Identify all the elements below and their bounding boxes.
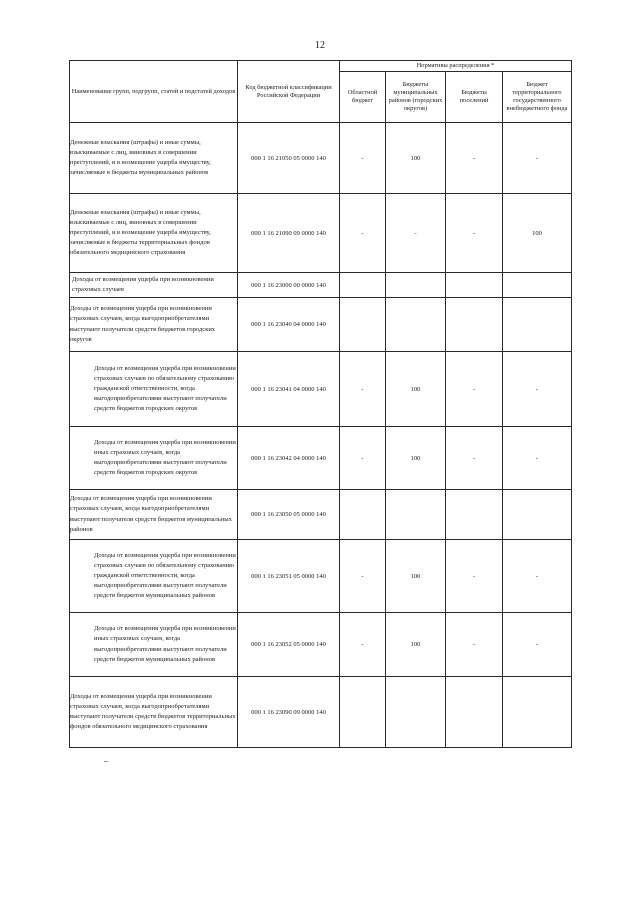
- table-row: [70, 352, 572, 427]
- budget-code: 000 1 16 23052 05 0000 140: [238, 613, 340, 677]
- tfoms-share: 100: [503, 194, 572, 273]
- income-name: Доходы от возмещения ущерба при возникновении страховых случаев по обязательному страхованию гражданской ответственности, когда выгодоприобретателями выступают получатели средств бюджетов муниципальных районов: [70, 540, 238, 613]
- budget-code: 000 1 16 23050 05 0000 140: [238, 490, 340, 540]
- tfoms-share: -: [503, 613, 572, 677]
- regional-share: -: [340, 194, 386, 273]
- municipal-share: 100: [386, 613, 446, 677]
- regional-share: -: [340, 427, 386, 490]
- settlement-share: -: [446, 194, 503, 273]
- header-income-name: Наименование групп, подгрупп, статей и подстатей доходов: [70, 61, 238, 123]
- tfoms-share: -: [503, 123, 572, 194]
- income-name: Денежные взыскания (штрафы) и иные суммы, взыскиваемые с лиц, виновных в совершении преступлений, и в возмещение ущерба имуществу, зачисляемые в бюджеты территориальных фондов обязательного медицинского страхования: [70, 194, 238, 273]
- settlement-share: -: [446, 613, 503, 677]
- tfoms-share: [503, 298, 572, 352]
- table-row: [70, 613, 572, 677]
- header-budget-code: Код бюджетной классификации Российской Федерации: [238, 61, 340, 123]
- settlement-share: -: [446, 540, 503, 613]
- income-name: Доходы от возмещения ущерба при возникновении страховых случаев, когда выгодоприобретателями выступают получатели средств бюджетов городских округов: [70, 298, 238, 352]
- settlement-share: -: [446, 352, 503, 427]
- municipal-share: [386, 273, 446, 298]
- settlement-share: -: [446, 427, 503, 490]
- tfoms-share: -: [503, 540, 572, 613]
- settlement-share: -: [446, 123, 503, 194]
- municipal-share: [386, 298, 446, 352]
- table-row: [70, 273, 572, 298]
- income-name: Доходы от возмещения ущерба при возникновении иных страховых случаев, когда выгодоприобретателями выступают получатели средств бюджетов муниципальных районов: [70, 613, 238, 677]
- tfoms-share: [503, 273, 572, 298]
- budget-code: 000 1 16 21050 05 0000 140: [238, 123, 340, 194]
- income-name: Доходы от возмещения ущерба при возникновении страховых случаев, когда выгодоприобретателями выступают получатели средств бюджетов муниципальных районов: [70, 490, 238, 540]
- tfoms-share: [503, 490, 572, 540]
- income-name: Доходы от возмещения ущерба при возникновении страховых случаев по обязательному страхованию гражданской ответственности, когда выгодоприобретателями выступают получатели средств бюджетов городских округов: [70, 352, 238, 427]
- settlement-share: [446, 298, 503, 352]
- income-name: Доходы от возмещения ущерба при возникновении иных страховых случаев, когда выгодоприобретателями выступают получатели средств бюджетов городских округов: [70, 427, 238, 490]
- budget-code: 000 1 16 23051 05 0000 140: [238, 540, 340, 613]
- income-name: Доходы от возмещения ущерба при возникновении страховых случаев: [70, 273, 238, 298]
- income-name: Денежные взыскания (штрафы) и иные суммы, взыскиваемые с лиц, виновных в совершении преступлений, и в возмещение ущерба имуществу, зачисляемые в бюджеты муниципальных районов: [70, 123, 238, 194]
- municipal-share: 100: [386, 123, 446, 194]
- settlement-share: [446, 677, 503, 748]
- table-row: [70, 123, 572, 194]
- municipal-share: 100: [386, 352, 446, 427]
- header-tfoms-budget: Бюджет территориального государственного внебюджетного фонда: [503, 72, 572, 123]
- tfoms-share: -: [503, 427, 572, 490]
- table-row: [70, 298, 572, 352]
- regional-share: -: [340, 613, 386, 677]
- header-municipal-budgets: Бюджеты муниципальных районов (городских округов): [386, 72, 446, 123]
- income-name: Доходы от возмещения ущерба при возникновении страховых случаев, когда выгодоприобретателями выступают получатели средств бюджетов территориальных фондов обязательного медицинского страхования: [70, 677, 238, 748]
- regional-share: [340, 298, 386, 352]
- tfoms-share: [503, 677, 572, 748]
- regional-share: -: [340, 352, 386, 427]
- footnote-mark: [104, 761, 108, 762]
- header-regional-budget: Областной бюджет: [340, 72, 386, 123]
- budget-code: 000 1 16 21090 09 0000 140: [238, 194, 340, 273]
- tfoms-share: -: [503, 352, 572, 427]
- table-row: [70, 677, 572, 748]
- municipal-share: [386, 677, 446, 748]
- budget-code: 000 1 16 23000 00 0000 140: [238, 273, 340, 298]
- settlement-share: [446, 490, 503, 540]
- distribution-table: [69, 60, 572, 748]
- regional-share: [340, 490, 386, 540]
- budget-code: 000 1 16 23090 09 0000 140: [238, 677, 340, 748]
- municipal-share: 100: [386, 540, 446, 613]
- regional-share: -: [340, 123, 386, 194]
- municipal-share: -: [386, 194, 446, 273]
- header-distribution-norms: Нормативы распределения *: [340, 61, 572, 72]
- budget-code: 000 1 16 23042 04 0000 140: [238, 427, 340, 490]
- settlement-share: [446, 273, 503, 298]
- budget-code: 000 1 16 23040 04 0000 140: [238, 298, 340, 352]
- header-settlement-budgets: Бюджеты поселений: [446, 72, 503, 123]
- regional-share: [340, 677, 386, 748]
- table-row: [70, 427, 572, 490]
- regional-share: [340, 273, 386, 298]
- municipal-share: [386, 490, 446, 540]
- page-number: 12: [315, 40, 325, 51]
- municipal-share: 100: [386, 427, 446, 490]
- table-row: [70, 540, 572, 613]
- table-row: [70, 194, 572, 273]
- regional-share: -: [340, 540, 386, 613]
- budget-code: 000 1 16 23041 04 0000 140: [238, 352, 340, 427]
- table-row: [70, 490, 572, 540]
